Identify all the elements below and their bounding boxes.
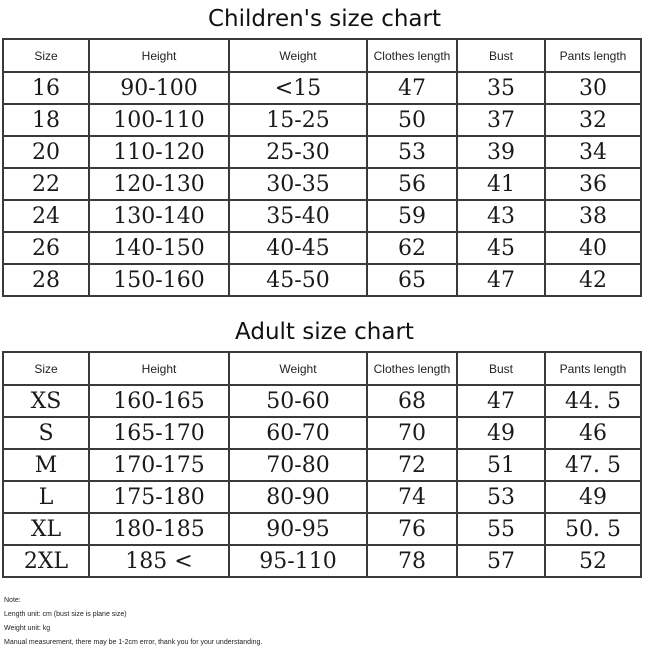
children-header-row (3, 39, 641, 72)
note-weight-unit: Weight unit: kg (4, 625, 51, 632)
table-row (3, 417, 641, 449)
clothes-length-cell: 47 (367, 72, 457, 104)
size-cell: 16 (3, 72, 89, 104)
table-row (3, 72, 641, 104)
weight-cell: 90-95 (229, 513, 367, 545)
clothes-length-cell: 59 (367, 200, 457, 232)
note-heading: Note: (4, 597, 21, 604)
column-header-bust: Bust (457, 352, 545, 385)
bust-cell: 51 (457, 449, 545, 481)
clothes-length-cell: 72 (367, 449, 457, 481)
size-cell: 2XL (3, 545, 89, 577)
pants-length-cell: 42 (545, 264, 641, 296)
weight-cell: 30-35 (229, 168, 367, 200)
column-header-clothes-length: Clothes length (367, 39, 457, 72)
table-row (3, 385, 641, 417)
weight-cell: 95-110 (229, 545, 367, 577)
pants-length-cell: 47. 5 (545, 449, 641, 481)
notes-block (4, 594, 262, 650)
bust-cell: 37 (457, 104, 545, 136)
weight-cell: 25-30 (229, 136, 367, 168)
pants-length-cell: 52 (545, 545, 641, 577)
size-cell: XL (3, 513, 89, 545)
height-cell: 90-100 (89, 72, 229, 104)
bust-cell: 47 (457, 385, 545, 417)
weight-cell: 40-45 (229, 232, 367, 264)
table-row (3, 545, 641, 577)
table-row (3, 136, 641, 168)
weight-cell: 80-90 (229, 481, 367, 513)
size-cell: M (3, 449, 89, 481)
clothes-length-cell: 50 (367, 104, 457, 136)
bust-cell: 49 (457, 417, 545, 449)
adult-size-table (2, 351, 642, 578)
bust-cell: 47 (457, 264, 545, 296)
table-row (3, 104, 641, 136)
size-cell: 20 (3, 136, 89, 168)
clothes-length-cell: 68 (367, 385, 457, 417)
children-chart-title: Children's size chart (207, 6, 441, 32)
pants-length-cell: 34 (545, 136, 641, 168)
column-header-size: Size (3, 39, 89, 72)
clothes-length-cell: 62 (367, 232, 457, 264)
clothes-length-cell: 76 (367, 513, 457, 545)
bust-cell: 43 (457, 200, 545, 232)
clothes-length-cell: 65 (367, 264, 457, 296)
pants-length-cell: 40 (545, 232, 641, 264)
adult-chart-title: Adult size chart (235, 319, 414, 345)
table-row (3, 168, 641, 200)
pants-length-cell: 44. 5 (545, 385, 641, 417)
column-header-clothes-length: Clothes length (367, 352, 457, 385)
children-size-table (2, 38, 642, 297)
pants-length-cell: 46 (545, 417, 641, 449)
table-row (3, 200, 641, 232)
column-header-weight: Weight (229, 39, 367, 72)
weight-cell: 50-60 (229, 385, 367, 417)
height-cell: 150-160 (89, 264, 229, 296)
table-row (3, 264, 641, 296)
size-cell: 28 (3, 264, 89, 296)
pants-length-cell: 30 (545, 72, 641, 104)
clothes-length-cell: 70 (367, 417, 457, 449)
weight-cell: 15-25 (229, 104, 367, 136)
bust-cell: 55 (457, 513, 545, 545)
bust-cell: 57 (457, 545, 545, 577)
size-cell: 18 (3, 104, 89, 136)
column-header-bust: Bust (457, 39, 545, 72)
clothes-length-cell: 74 (367, 481, 457, 513)
bust-cell: 45 (457, 232, 545, 264)
table-row (3, 513, 641, 545)
weight-cell: 70-80 (229, 449, 367, 481)
bust-cell: 41 (457, 168, 545, 200)
table-row (3, 232, 641, 264)
table-row (3, 481, 641, 513)
height-cell: 100-110 (89, 104, 229, 136)
column-header-weight: Weight (229, 352, 367, 385)
pants-length-cell: 36 (545, 168, 641, 200)
column-header-height: Height (89, 352, 229, 385)
pants-length-cell: 38 (545, 200, 641, 232)
height-cell: 140-150 (89, 232, 229, 264)
height-cell: 110-120 (89, 136, 229, 168)
pants-length-cell: 50. 5 (545, 513, 641, 545)
size-cell: XS (3, 385, 89, 417)
bust-cell: 53 (457, 481, 545, 513)
weight-cell: 35-40 (229, 200, 367, 232)
note-length-unit: Length unit: cm (bust size is plane size) (4, 611, 127, 618)
height-cell: 185 < (89, 545, 229, 577)
size-cell: 22 (3, 168, 89, 200)
pants-length-cell: 49 (545, 481, 641, 513)
weight-cell: 60-70 (229, 417, 367, 449)
height-cell: 180-185 (89, 513, 229, 545)
height-cell: 175-180 (89, 481, 229, 513)
height-cell: 170-175 (89, 449, 229, 481)
bust-cell: 35 (457, 72, 545, 104)
column-header-pants-length: Pants length (545, 39, 641, 72)
height-cell: 160-165 (89, 385, 229, 417)
bust-cell: 39 (457, 136, 545, 168)
size-cell: S (3, 417, 89, 449)
weight-cell: 45-50 (229, 264, 367, 296)
height-cell: 120-130 (89, 168, 229, 200)
clothes-length-cell: 78 (367, 545, 457, 577)
clothes-length-cell: 53 (367, 136, 457, 168)
weight-cell: <15 (229, 72, 367, 104)
column-header-pants-length: Pants length (545, 352, 641, 385)
pants-length-cell: 32 (545, 104, 641, 136)
height-cell: 165-170 (89, 417, 229, 449)
size-cell: 26 (3, 232, 89, 264)
note-measurement-disclaimer: Manual measurement, there may be 1-2cm error, thank you for your understanding. (4, 639, 263, 646)
column-header-size: Size (3, 352, 89, 385)
adult-header-row (3, 352, 641, 385)
size-cell: L (3, 481, 89, 513)
size-cell: 24 (3, 200, 89, 232)
height-cell: 130-140 (89, 200, 229, 232)
clothes-length-cell: 56 (367, 168, 457, 200)
column-header-height: Height (89, 39, 229, 72)
table-row (3, 449, 641, 481)
